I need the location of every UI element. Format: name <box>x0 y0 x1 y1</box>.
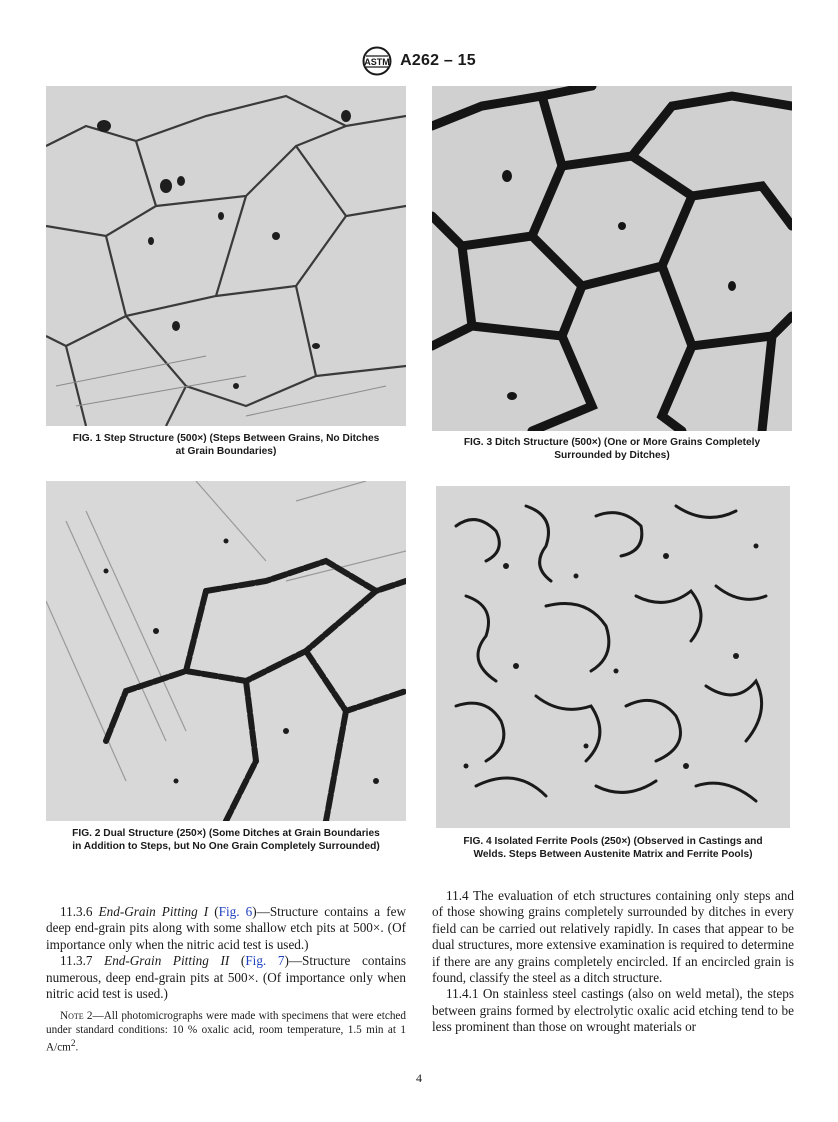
svg-text:ASTM: ASTM <box>364 57 390 67</box>
page-number: 4 <box>416 1071 422 1085</box>
fig4-caption-line1: FIG. 4 Isolated Ferrite Pools (250×) (Observed in Castings and <box>463 836 763 847</box>
note-label: Note 2 <box>60 1010 93 1023</box>
section-11-4: 11.4 The evaluation of etch structures containing only steps and of those showing grains completely surrounded by ditches in every field can be carried out relatively rapidly. In cases that appear to be dual structures, more extensive examination is required to determine if there are any grains completely encircled. If an encircled grain is found, classify the steel as a ditch structure. <box>432 888 794 986</box>
fig2-caption-line1: FIG. 2 Dual Structure (250×) (Some Ditches at Grain Boundaries <box>72 828 380 839</box>
fig4-caption-line2: Welds. Steps Between Austenite Matrix and Ferrite Pools) <box>473 849 753 860</box>
fig3-caption-line2: Surrounded by Ditches) <box>554 450 670 461</box>
note-text: —All photomicrographs were made with specimens that were etched under standard conditions: 10 % oxalic acid, room temperature, 1.5 min at 1 A/cm <box>46 1010 406 1054</box>
fig2-caption <box>46 827 406 853</box>
left-text-column <box>46 904 406 1055</box>
page-header <box>0 46 838 76</box>
fig2-photomicrograph <box>46 481 406 821</box>
fig1-caption <box>46 432 406 458</box>
right-text-column <box>432 888 794 1036</box>
paren-open: ( <box>229 953 246 969</box>
document-designation: A262 – 15 <box>400 52 476 69</box>
note-end: . <box>75 1041 79 1054</box>
fig3-photomicrograph <box>432 86 792 431</box>
section-11-3-7 <box>46 953 406 1002</box>
section-body: )—Structure contains a few deep end-grain pits along with some shallow etch pits at 500×. (Of importance only when the nitric acid test is used.) <box>46 904 406 952</box>
section-number: 11.3.6 <box>60 904 93 919</box>
note-2 <box>46 1010 406 1055</box>
fig2-caption-line2: in Addition to Steps, but No One Grain Completely Surrounded) <box>72 841 380 852</box>
section-11-4-1: 11.4.1 On stainless steel castings (also on weld metal), the steps between grains formed by electrolytic oxalic acid etching tend to be less prominent than those on wrought materials or <box>432 986 794 1035</box>
fig1-caption-line2: at Grain Boundaries) <box>175 446 277 457</box>
note-superscript: 2 <box>70 1038 76 1049</box>
section-title: End-Grain Pitting I <box>98 904 209 919</box>
fig4-caption <box>432 835 794 861</box>
astm-logo-icon <box>362 46 392 76</box>
fig1-caption-line1: FIG. 1 Step Structure (500×) (Steps Between Grains, No Ditches <box>72 433 380 444</box>
fig6-link[interactable]: Fig. 6 <box>218 904 253 919</box>
section-body: )—Structure contains numerous, deep end-grain pits at 500×. (Of importance only when nitric acid test is used.) <box>46 953 406 1002</box>
fig7-link[interactable]: Fig. 7 <box>245 953 285 969</box>
fig3-caption-line1: FIG. 3 Ditch Structure (500×) (One or More Grains Completely <box>463 437 761 448</box>
section-title: End-Grain Pitting II <box>104 953 230 969</box>
fig1-photomicrograph <box>46 86 406 426</box>
fig4-photomicrograph <box>436 486 790 828</box>
section-11-3-6 <box>46 904 406 953</box>
paren-open: ( <box>208 904 219 919</box>
fig3-caption <box>432 436 792 462</box>
section-number: 11.3.7 <box>60 953 93 969</box>
